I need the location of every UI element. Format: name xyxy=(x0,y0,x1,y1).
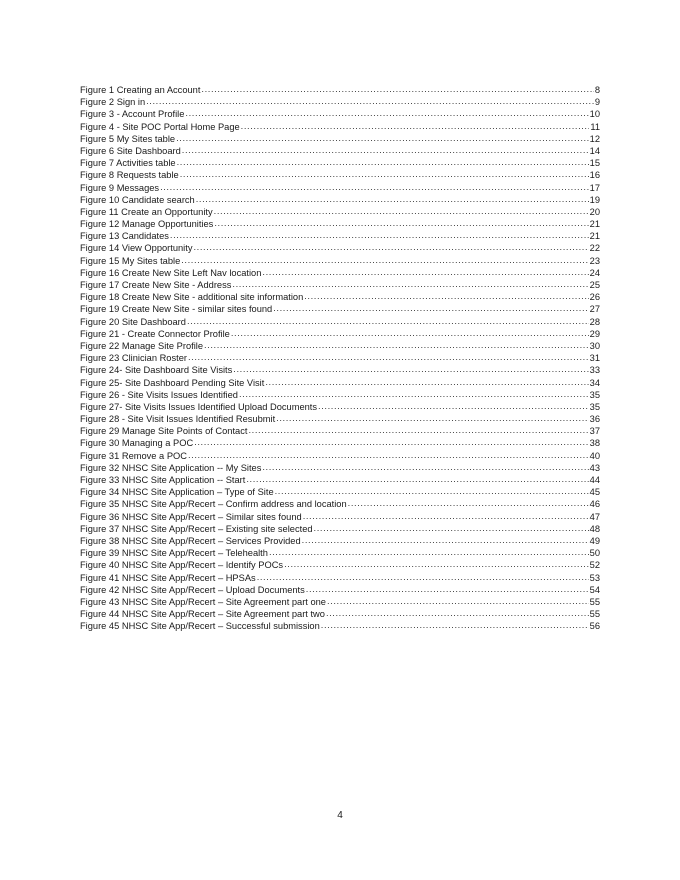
toc-entry-title: Figure 43 NHSC Site App/Recert – Site Agreement part one xyxy=(80,596,326,607)
toc-entry-page: 56 xyxy=(589,621,600,632)
toc-entry-title: Figure 24- Site Dashboard Site Visits xyxy=(80,365,233,376)
dot-leader xyxy=(269,546,589,558)
dot-leader xyxy=(304,290,588,302)
toc-entry-title: Figure 36 NHSC Site App/Recert – Similar sites found xyxy=(80,511,302,522)
toc-entry-page: 55 xyxy=(589,596,600,607)
dot-leader xyxy=(239,388,589,400)
toc-entry-page: 22 xyxy=(589,243,600,254)
toc-entry-page: 38 xyxy=(589,438,600,449)
toc-entry-page: 54 xyxy=(589,584,600,595)
toc-entry-title: Figure 35 NHSC Site App/Recert – Confirm address and location xyxy=(80,499,347,510)
toc-entry-page: 11 xyxy=(590,121,600,132)
dot-leader xyxy=(160,181,589,193)
dot-leader xyxy=(182,144,589,156)
toc-entry-page: 19 xyxy=(589,194,600,205)
dot-leader xyxy=(265,376,588,388)
toc-entry-page: 12 xyxy=(589,133,600,144)
dot-leader xyxy=(193,241,588,253)
toc-entry-title: Figure 13 Candidates xyxy=(80,231,169,242)
dot-leader xyxy=(180,168,589,180)
toc-entry-title: Figure 11 Create an Opportunity xyxy=(80,206,213,217)
toc-entry-title: Figure 25- Site Dashboard Pending Site Visit xyxy=(80,377,265,388)
toc-entry-title: Figure 22 Manage Site Profile xyxy=(80,340,203,351)
toc-entry-title: Figure 42 NHSC Site App/Recert – Upload Documents xyxy=(80,584,305,595)
dot-leader xyxy=(248,424,588,436)
toc-entry-page: 21 xyxy=(589,231,600,242)
toc-entry-title: Figure 10 Candidate search xyxy=(80,194,195,205)
dot-leader xyxy=(214,217,588,229)
toc-entry-page: 30 xyxy=(589,340,600,351)
toc-entry-title: Figure 29 Manage Site Points of Contact xyxy=(80,426,248,437)
toc-entry-page: 31 xyxy=(589,353,600,364)
dot-leader xyxy=(176,132,589,144)
dot-leader xyxy=(303,510,589,522)
toc-entry-page: 44 xyxy=(589,475,600,485)
dot-leader xyxy=(318,400,589,412)
toc-entry-title: Figure 45 NHSC Site App/Recert – Successful submission xyxy=(80,621,320,632)
toc-entry-title: Figure 4 - Site POC Portal Home Page xyxy=(80,121,240,132)
toc-entry-page: 53 xyxy=(589,572,600,583)
toc-entry-page: 52 xyxy=(589,560,600,571)
toc-entry-title: Figure 28 - Site Visit Issues Identified Resubmit xyxy=(80,414,276,425)
toc-entry-page: 20 xyxy=(589,206,600,217)
toc-entry-page: 25 xyxy=(589,280,600,290)
toc-entry-title: Figure 14 View Opportunity xyxy=(80,243,193,254)
toc-entry-page: 46 xyxy=(589,499,600,510)
toc-entry-page: 50 xyxy=(589,548,600,559)
toc-entry-page: 47 xyxy=(589,511,600,522)
dot-leader xyxy=(257,571,589,583)
toc-entry-title: Figure 39 NHSC Site App/Recert – Telehealth xyxy=(80,548,268,559)
toc-entry-page: 26 xyxy=(589,292,600,303)
dot-leader xyxy=(188,351,589,363)
dot-leader xyxy=(262,266,588,278)
toc-entry-page: 23 xyxy=(589,255,600,266)
toc-entry-page: 36 xyxy=(589,414,600,425)
dot-leader xyxy=(194,436,588,448)
toc-entry-title: Figure 1 Creating an Account xyxy=(80,85,201,95)
toc-entry-page: 55 xyxy=(589,609,600,620)
dot-leader xyxy=(233,363,588,375)
toc-entry-title: Figure 40 NHSC Site App/Recert – Identify POCs xyxy=(80,560,284,571)
toc-entry-page: 16 xyxy=(589,170,600,181)
dot-leader xyxy=(201,83,593,95)
toc-entry-title: Figure 41 NHSC Site App/Recert – HPSAs xyxy=(80,572,256,583)
toc-entry-title: Figure 37 NHSC Site App/Recert – Existing site selected xyxy=(80,523,313,534)
toc-entry-page: 49 xyxy=(589,535,600,546)
toc-entry-title: Figure 5 My Sites table xyxy=(80,133,176,144)
toc-entry-title: Figure 20 Site Dashboard xyxy=(80,316,186,327)
toc-entry-page: 43 xyxy=(589,462,600,473)
toc-entry-page: 15 xyxy=(589,158,600,169)
toc-entry-page: 40 xyxy=(589,450,600,461)
toc-entry-title: Figure 6 Site Dashboard xyxy=(80,145,181,156)
toc-entry-page: 33 xyxy=(589,365,600,376)
dot-leader xyxy=(326,607,589,619)
toc-entry-page: 10 xyxy=(589,109,600,120)
page-number: 4 xyxy=(337,810,343,821)
toc-entry-title: Figure 44 NHSC Site App/Recert – Site Agreement part two xyxy=(80,609,325,620)
toc-entry-title: Figure 34 NHSC Site Application – Type of Site xyxy=(80,487,274,498)
toc-entry-page: 29 xyxy=(589,328,600,339)
toc-entry-page: 17 xyxy=(589,182,600,193)
dot-leader xyxy=(232,278,588,290)
dot-leader xyxy=(204,339,589,351)
toc-entry-title: Figure 9 Messages xyxy=(80,182,160,193)
toc-entry-page: 14 xyxy=(589,145,600,156)
toc-entry-title: Figure 38 NHSC Site App/Recert – Services Provided xyxy=(80,535,301,546)
dot-leader xyxy=(273,302,588,314)
toc-entry-title: Figure 21 - Create Connector Profile xyxy=(80,328,230,339)
toc-entry-page: 45 xyxy=(589,487,600,498)
table-of-figures xyxy=(80,84,600,632)
toc-entry-title: Figure 31 Remove a POC xyxy=(80,450,187,461)
toc-entry-page: 35 xyxy=(589,401,600,412)
toc-entry-title: Figure 12 Manage Opportunities xyxy=(80,219,214,230)
toc-entry-page: 28 xyxy=(589,316,600,327)
dot-leader xyxy=(284,558,589,570)
toc-entry-title: Figure 18 Create New Site - additional site information xyxy=(80,292,304,303)
toc-entry-title: Figure 16 Create New Site Left Nav location xyxy=(80,267,262,278)
dot-leader xyxy=(246,473,588,485)
toc-entry-title: Figure 17 Create New Site - Address xyxy=(80,280,232,290)
toc-entry-title: Figure 32 NHSC Site Application -- My Sites xyxy=(80,462,262,473)
dot-leader xyxy=(276,412,589,424)
toc-entry-page: 37 xyxy=(589,426,600,437)
toc-entry-title: Figure 7 Activities table xyxy=(80,158,176,169)
dot-leader xyxy=(262,461,588,473)
dot-leader xyxy=(214,205,589,217)
toc-entry[interactable] xyxy=(80,620,600,632)
dot-leader xyxy=(196,193,589,205)
toc-entry-page: 27 xyxy=(589,304,600,315)
toc-entry-title: Figure 27- Site Visits Issues Identified Upload Documents xyxy=(80,401,318,412)
toc-entry-page: 9 xyxy=(594,97,600,108)
dot-leader xyxy=(321,619,589,631)
toc-entry-title: Figure 19 Create New Site - similar sites found xyxy=(80,304,273,315)
toc-entry-title: Figure 33 NHSC Site Application -- Start xyxy=(80,475,246,485)
dot-leader xyxy=(306,583,589,595)
dot-leader xyxy=(275,485,589,497)
toc-entry-title: Figure 15 My Sites table xyxy=(80,255,181,266)
dot-leader xyxy=(146,95,594,107)
toc-entry-title: Figure 3 - Account Profile xyxy=(80,109,185,120)
dot-leader xyxy=(327,595,589,607)
dot-leader xyxy=(177,156,589,168)
dot-leader xyxy=(181,254,588,266)
toc-entry-title: Figure 2 Sign in xyxy=(80,97,146,108)
dot-leader xyxy=(302,534,589,546)
dot-leader xyxy=(188,449,589,461)
toc-entry-page: 8 xyxy=(594,85,600,95)
dot-leader xyxy=(170,229,589,241)
toc-entry-page: 24 xyxy=(589,267,600,278)
toc-entry-title: Figure 26 - Site Visits Issues Identified xyxy=(80,389,238,400)
dot-leader xyxy=(231,327,589,339)
dot-leader xyxy=(241,120,590,132)
toc-entry-page: 48 xyxy=(589,523,600,534)
dot-leader xyxy=(314,522,589,534)
dot-leader xyxy=(187,315,589,327)
toc-entry-page: 34 xyxy=(589,377,600,388)
dot-leader xyxy=(185,107,588,119)
dot-leader xyxy=(348,497,589,509)
toc-entry-page: 21 xyxy=(589,219,600,230)
toc-entry-title: Figure 30 Managing a POC xyxy=(80,438,194,449)
toc-entry-title: Figure 8 Requests table xyxy=(80,170,179,181)
toc-entry-page: 35 xyxy=(589,389,600,400)
toc-entry-title: Figure 23 Clinician Roster xyxy=(80,353,187,364)
